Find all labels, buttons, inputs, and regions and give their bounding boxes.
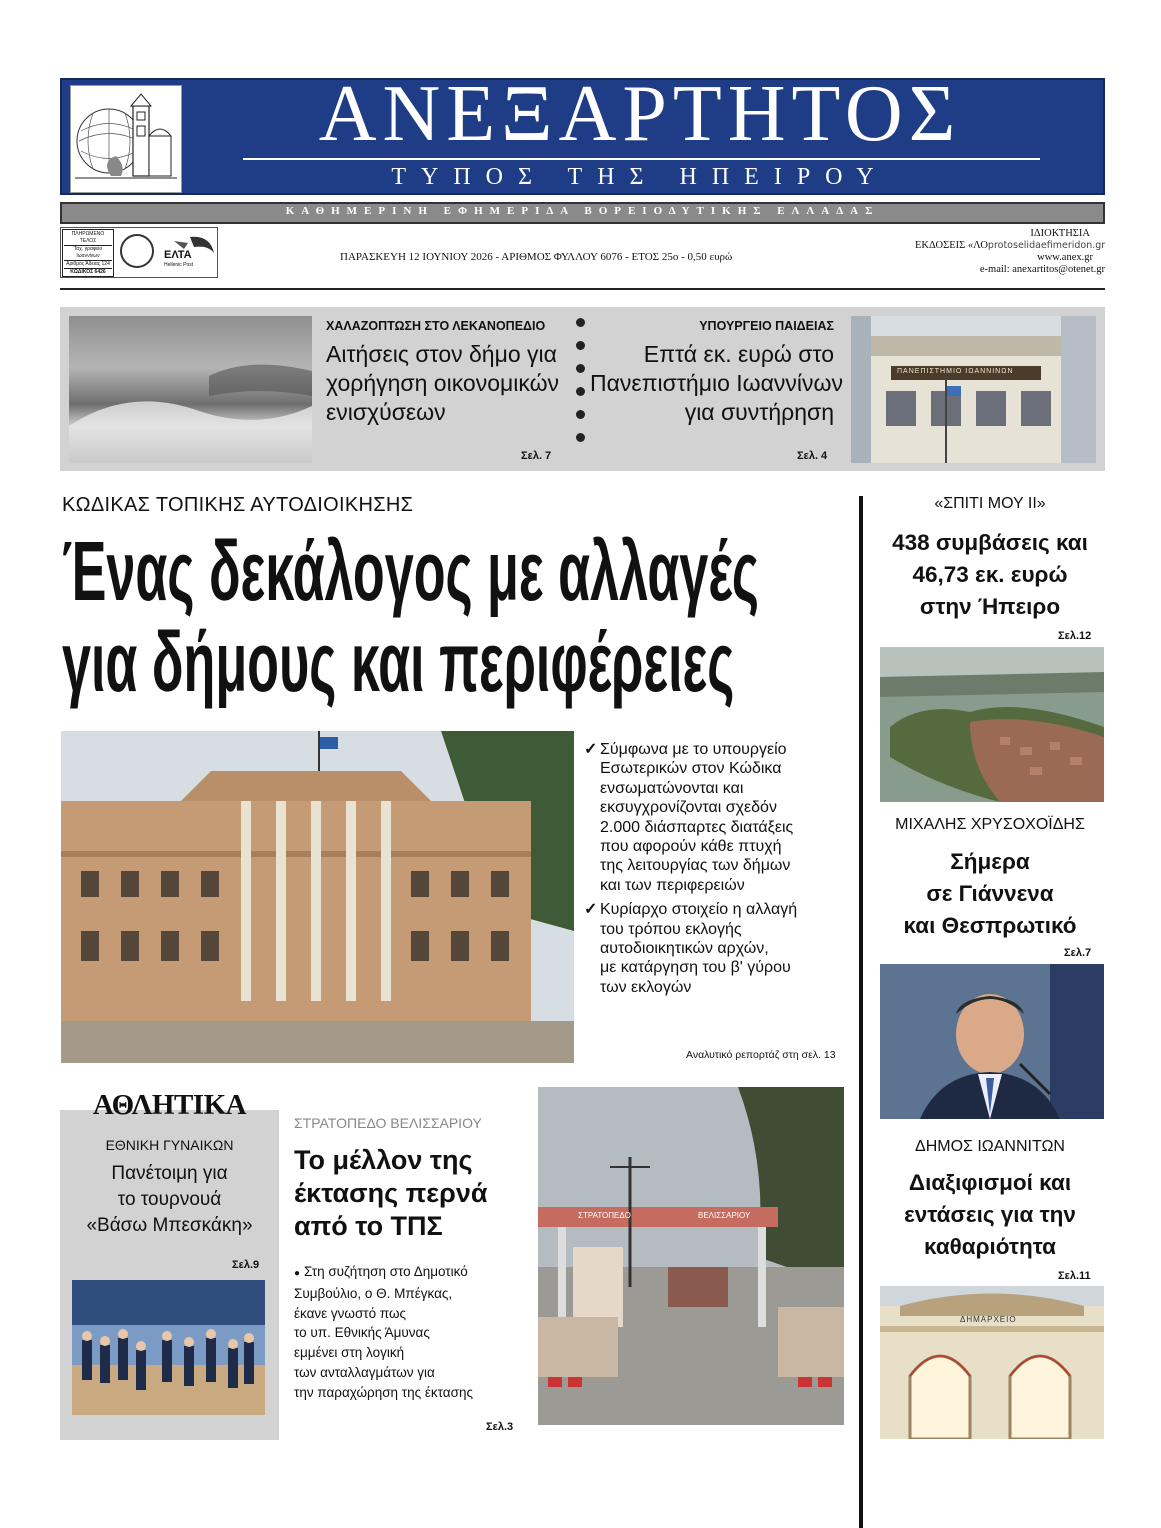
bullet-line: εκσυγχρονίζονται σχεδόν	[600, 799, 777, 817]
sidebar-headline[interactable]	[875, 1167, 1105, 1263]
page-ref[interactable]: Σελ.12	[1058, 630, 1092, 642]
issue-date-line: ΠΑΡΑΣΚΕΥΗ 12 ΙΟΥΝΙΟΥ 2026 - ΑΡΙΘΜΟΣ ΦΥΛΛΟΥ 6076 - ΕΤΟΣ 25ο - 0,50 ευρώ	[340, 251, 733, 263]
camp-headline[interactable]	[294, 1144, 487, 1243]
lead-bullets	[584, 740, 844, 997]
lead-headline[interactable]	[62, 526, 818, 708]
story-headline[interactable]	[326, 340, 559, 427]
headline-line: χορήγηση οικονομικών	[326, 370, 560, 396]
page-ref[interactable]: Σελ. 4	[797, 450, 828, 462]
hailstorm-photo	[69, 316, 312, 463]
town-hall-photo	[880, 1286, 1104, 1439]
headline-line: Πανέτοιμη για	[111, 1163, 228, 1184]
bullet-line: του τρόπου εκλογής	[600, 920, 742, 938]
university-sign: ΠΑΝΕΠΙΣΤΗΜΙΟ ΙΩΑΝΝΙΝΩΝ	[897, 368, 1014, 375]
elta-label: ΕΛΤΑ	[164, 249, 192, 261]
story-headline[interactable]	[590, 340, 843, 427]
bullet-line: Εσωτερικών στον Κώδικα	[600, 760, 782, 778]
headline-line: σε Γιάννενα	[926, 881, 1054, 906]
postage-line: Ταχ. γραφείο Ιωαννίνων	[64, 246, 112, 261]
headline-line: 438 συμβάσεις και	[892, 530, 1088, 555]
lead-bullet	[584, 740, 844, 895]
body-line	[294, 1262, 526, 1284]
headline-line: και Θεσπρωτικό	[903, 913, 1077, 938]
publisher-info	[915, 228, 1105, 276]
newspaper-subtitle: ΤΥΠΟΣ ΤΗΣ ΗΠΕΙΡΟΥ	[391, 164, 889, 190]
column-divider	[859, 496, 863, 1528]
body-line: εμμένει στη λογική	[294, 1345, 405, 1361]
camp-gate-photo	[538, 1087, 844, 1425]
postage-stamp	[62, 229, 114, 277]
bullet-line: Κυρίαρχο στοιχείο η αλλαγή	[600, 901, 798, 919]
post-seal-icon	[120, 234, 154, 268]
elta-sublabel: Hellenic Post	[164, 262, 194, 268]
sidebar-kicker: «ΣΠΙΤΙ ΜΟΥ ΙΙ»	[934, 495, 1046, 512]
postage-line: ΠΛΗΡΩΜΕΝΟ ΤΕΛΟΣ	[64, 231, 112, 246]
sidebar-headline[interactable]	[875, 846, 1105, 942]
headline-line: για συντήρηση	[684, 399, 834, 425]
page-ref[interactable]: Σελ.7	[1064, 947, 1092, 959]
headline-line: Το μέλλον της	[294, 1145, 473, 1175]
camp-kicker: ΣΤΡΑΤΟΠΕΔΟ ΒΕΛΙΣΣΑΡΙΟΥ	[294, 1115, 482, 1131]
website-link[interactable]: www.anex.gr	[1037, 252, 1093, 263]
headline-line: έκτασης περνά	[294, 1178, 488, 1208]
title-divider	[243, 158, 1040, 160]
divider-dots	[574, 318, 588, 468]
report-ref[interactable]: Αναλυτικό ρεπορτάζ στη σελ. 13	[686, 1049, 836, 1061]
camp-sign-left: ΣΤΡΑΤΟΠΕΔΟ	[578, 1211, 631, 1220]
camp-sign-right: ΒΕΛΙΣΣΑΡΙΟΥ	[698, 1211, 751, 1220]
story-kicker: ΥΠΟΥΡΓΕΙΟ ΠΑΙΔΕΙΑΣ	[699, 319, 834, 333]
headline-line: από το ΤΠΣ	[294, 1211, 443, 1241]
ownership-label: ΙΔΙΟΚΤΗΣΙΑ	[1030, 228, 1090, 239]
headline-line: Σήμερα	[950, 849, 1030, 874]
lead-kicker: ΚΩΔΙΚΑΣ ΤΟΠΙΚΗΣ ΑΥΤΟΔΙΟΙΚΗΣΗΣ	[62, 494, 414, 516]
body-line: των ανταλλαγμάτων για	[294, 1364, 435, 1380]
bullet-line: των εκλογών	[600, 978, 692, 996]
lead-bullet	[584, 900, 844, 997]
town-hall-sign: ΔΗΜΑΡΧΕΙΟ	[960, 1315, 1017, 1324]
headline-line: Διαξιφισμοί και	[908, 1170, 1072, 1195]
body-line: το υπ. Εθνικής Άμυνας	[294, 1325, 430, 1341]
headline-line: Πανεπιστήμιο Ιωαννίνων	[590, 370, 843, 396]
headline-line: Αιτήσεις στον δήμο για	[326, 341, 557, 367]
body-line-text: Στη συζήτηση στο Δημοτικό	[304, 1264, 468, 1279]
page-ref[interactable]: Σελ.3	[486, 1421, 514, 1433]
ioannina-aerial-photo	[880, 647, 1104, 802]
page-ref[interactable]: Σελ.9	[232, 1259, 260, 1271]
camp-body	[294, 1262, 526, 1403]
page-ref[interactable]: Σελ.11	[1058, 1270, 1091, 1282]
bullet-line: Σύμφωνα με το υπουργείο	[600, 741, 787, 758]
body-line: την παραχώρηση της έκτασης	[294, 1384, 473, 1400]
bullet-line: της λειτουργίας των δήμων	[600, 857, 791, 875]
headline-line: στην Ήπειρο	[919, 594, 1061, 619]
body-line: Συμβούλιο, ο Θ. Μπέγκας,	[294, 1285, 453, 1301]
headline-line: καθαριότητα	[924, 1234, 1056, 1259]
story-kicker: ΧΑΛΑΖΟΠΤΩΣΗ ΣΤΟ ΛΕΚΑΝΟΠΕΔΙΟ	[326, 319, 546, 333]
bullet-icon: ●	[294, 1268, 301, 1279]
newspaper-logo	[70, 85, 182, 193]
body-line: έκανε γνωστό πως	[294, 1305, 407, 1321]
sports-kicker: ΕΘΝΙΚΗ ΓΥΝΑΙΚΩΝ	[105, 1137, 234, 1153]
sports-label: ΑΘΛΗΤΙΚΑ	[92, 1089, 247, 1121]
tagline: ΚΑΘΗΜΕΡΙΝΗ ΕΦΗΜΕΡΙΔΑ ΒΟΡΕΙΟΔΥΤΙΚΗΣ ΕΛΛΑΔΑΣ	[285, 205, 880, 217]
team-photo	[72, 1280, 265, 1415]
lead-headline-line: για δήμους και περιφέρειες	[62, 615, 735, 709]
publisher-label: ΕΚΔΟΣΕΙΣ «ΛΟ	[915, 240, 988, 251]
sports-headline[interactable]	[60, 1161, 279, 1239]
headline-line: το τουρνουά	[117, 1189, 222, 1210]
headline-line: 46,73 εκ. ευρώ	[912, 562, 1068, 587]
elta-logo	[160, 233, 218, 271]
bullet-line: αυτοδιοικητικών αρχών,	[600, 940, 769, 958]
publisher-name	[915, 240, 1105, 252]
headline-line: ενισχύσεων	[326, 399, 446, 425]
check-icon: ✓	[584, 741, 598, 758]
bullet-line: που αφορούν κάθε πτυχή	[600, 838, 782, 856]
postage-line: Αριθμός Άδειας 124	[64, 261, 112, 269]
watermark-text: protoselidaefimeridon.gr	[987, 240, 1106, 251]
bullet-line: με κατάργηση του β' γύρου	[600, 959, 791, 977]
page-ref[interactable]: Σελ. 7	[521, 450, 552, 462]
chrysochoidis-portrait	[880, 964, 1104, 1119]
sidebar-kicker: ΜΙΧΑΛΗΣ ΧΡΥΣΟΧΟΪΔΗΣ	[895, 816, 1085, 833]
lead-headline-line: Ένας δεκάλογος με αλλαγές	[62, 524, 759, 618]
header-divider	[60, 288, 1105, 290]
university-photo	[851, 316, 1096, 463]
sidebar-kicker: ΔΗΜΟΣ ΙΩΑΝΝΙΤΩΝ	[915, 1138, 1065, 1155]
newspaper-title: ΑΝΕΞΑΡΤΗΤΟΣ	[318, 70, 962, 158]
check-icon: ✓	[584, 901, 598, 919]
headline-line: Επτά εκ. ευρώ στο	[643, 341, 834, 367]
headline-line: εντάσεις για την	[904, 1202, 1076, 1227]
parliament-photo	[61, 731, 574, 1063]
postage-line: ΚΩΔΙΚΟΣ 6426	[70, 269, 106, 275]
bullet-line: 2.000 διάσπαρτες διατάξεις	[600, 818, 794, 836]
bullet-line: και των περιφερειών	[600, 876, 745, 894]
sidebar-headline[interactable]	[875, 527, 1105, 623]
bullet-line: ενσωματώνονται και	[600, 779, 744, 797]
email-link[interactable]: e-mail: anexartitos@otenet.gr	[979, 264, 1105, 275]
headline-line: «Βάσω Μπεσκάκη»	[86, 1215, 253, 1236]
